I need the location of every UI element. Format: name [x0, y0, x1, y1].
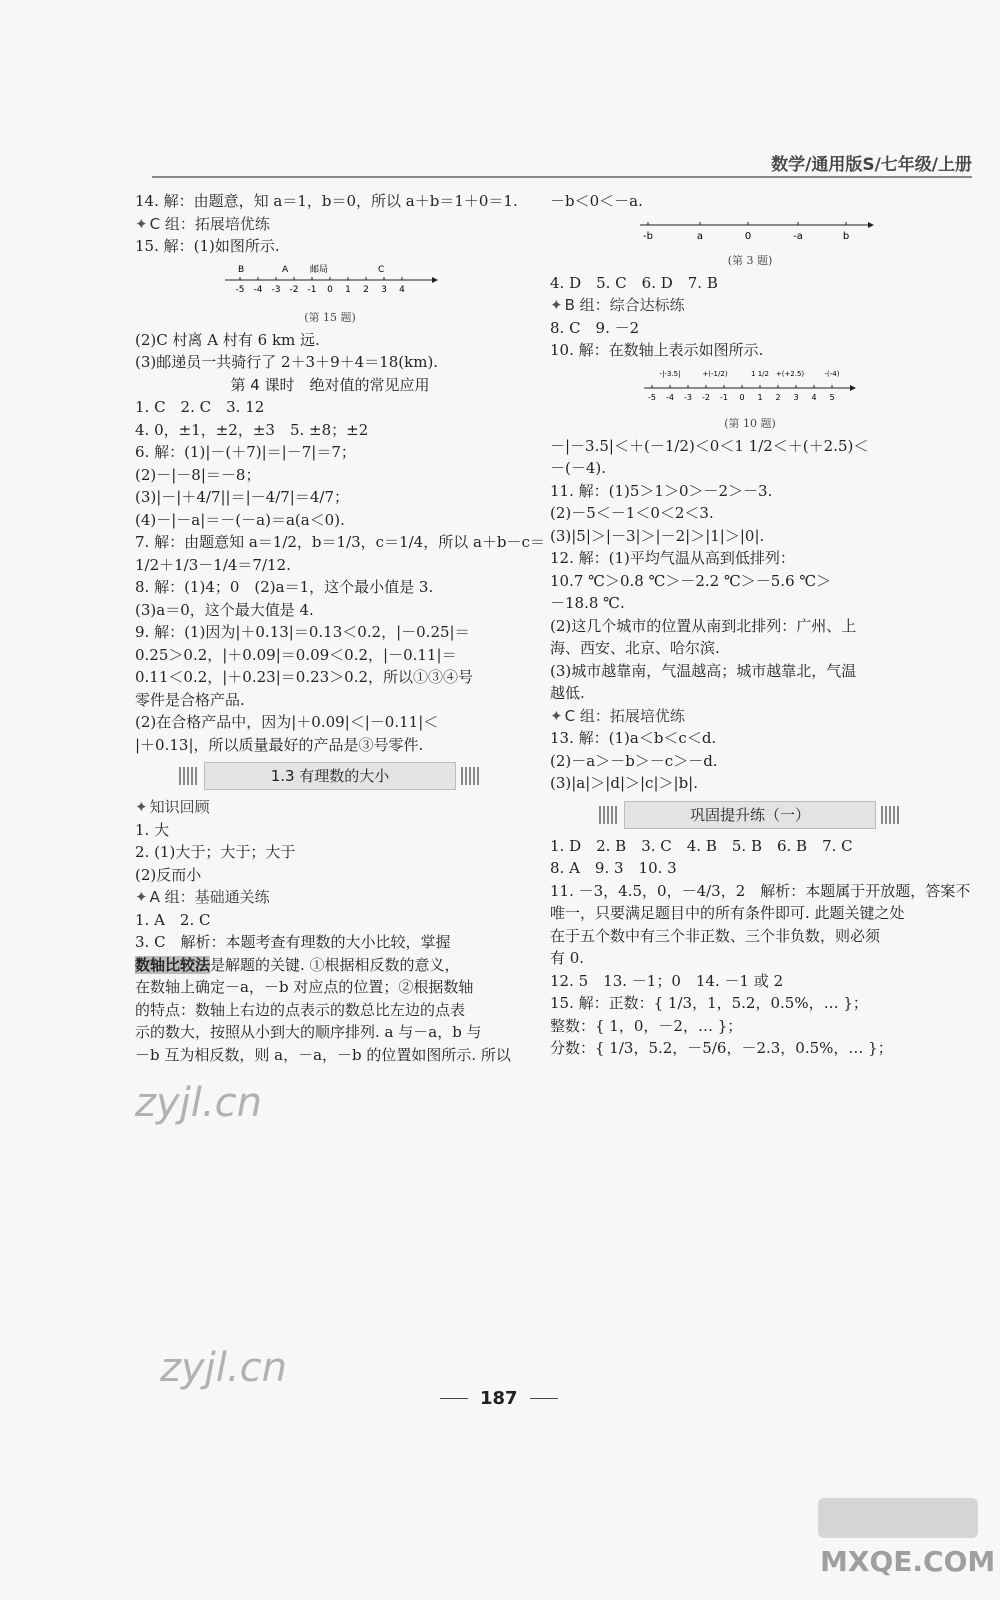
answer-line: 在于五个数中有三个非正数、三个非负数，则必须 — [550, 926, 881, 945]
answer-line: 4. D 5. C 6. D 7. B — [550, 273, 718, 292]
answer-line: 10.7 ℃＞0.8 ℃＞－2.2 ℃＞－5.6 ℃＞ — [550, 571, 832, 590]
label-B: B — [238, 264, 245, 275]
point-label: -(-4) — [824, 369, 840, 378]
answer-line: 8. 解：(1)4；0 (2)a＝1，这个最小值是 3. — [135, 578, 434, 596]
answer-line: 0.11＜0.2，|＋0.23|＝0.23＞0.2，所以①③④号 — [135, 668, 474, 686]
tick-label: -5 — [648, 392, 656, 402]
answer-line: －b＜0＜－a. — [550, 192, 643, 210]
tick-label: 0 — [327, 284, 333, 295]
tick-label: b — [842, 230, 850, 242]
diamond-icon: ✦ — [135, 214, 148, 233]
diamond-icon: ✦ — [550, 706, 563, 725]
answer-line: (2)C 村离 A 村有 6 km 远. — [135, 330, 320, 349]
answer-line: 7. 解：由题意知 a＝1/2，b＝1/3，c＝1/4，所以 a＋b－c＝ — [135, 533, 545, 551]
answer-line: 12. 5 13. －1；0 14. －1 或 2 — [550, 971, 784, 990]
number-line-10 — [640, 364, 860, 410]
answer-line: (2)在合格产品中，因为|＋0.09|＜|－0.11|＜ — [135, 713, 439, 731]
right-column — [550, 190, 971, 1060]
answer-line: 4. 0，±1，±2，±3 5. ±8；±2 — [135, 420, 369, 439]
left-column — [135, 190, 545, 1066]
answer-line: (2)－a＞－b＞－c＞－d. — [550, 751, 718, 770]
answer-line: |＋0.13|，所以质量最好的产品是③号零件. — [135, 735, 424, 754]
group-heading: ✦ B 组：综合达标练 — [550, 296, 685, 314]
answer-line: －(－4). — [550, 459, 607, 477]
page-number-dash — [440, 1398, 468, 1399]
figure-caption: (第 10 题) — [724, 417, 776, 430]
answer-line: (2)－|－8|＝－8； — [135, 465, 261, 484]
answer-line: (2)反而小 — [135, 865, 202, 884]
answer-line: (3)a＝0，这个最大值是 4. — [135, 600, 314, 619]
tick-label: 4 — [811, 392, 817, 402]
tick-label: 5 — [829, 392, 835, 402]
answer-line: 9. 解：(1)因为|＋0.13|＝0.13＜0.2，|－0.25|＝ — [135, 623, 470, 641]
page-header: 数学/通用版S/七年级/上册 — [771, 155, 972, 175]
tick-label: -2 — [702, 392, 710, 402]
diamond-icon: ✦ — [135, 888, 148, 906]
header-rule — [152, 176, 972, 178]
page-number: 187 — [480, 1388, 518, 1409]
answer-line: (3)城市越靠南，气温越高；城市越靠北，气温 — [550, 661, 857, 680]
tick-label: 0 — [744, 230, 752, 242]
answer-line: 8. C 9. －2 — [550, 318, 640, 337]
number-line-15 — [220, 260, 440, 304]
answer-line: 2. (1)大于；大于；大于 — [135, 843, 296, 861]
answer-line: 1. A 2. C — [135, 910, 211, 929]
answer-line: 13. 解：(1)a＜b＜c＜d. — [550, 729, 717, 747]
answer-line: 3. C 解析：本题考查有理数的大小比较，掌握 — [135, 933, 451, 951]
label-A: A — [282, 264, 289, 275]
answer-line: 零件是合格产品. — [135, 690, 245, 709]
answer-line: 12. 解：(1)平均气温从高到低排列： — [550, 549, 795, 567]
answer-line: －18.8 ℃. — [550, 594, 625, 612]
answer-line: 在数轴上确定－a，－b 对应点的位置；②根据数轴 — [135, 978, 474, 996]
watermark-badge — [818, 1498, 978, 1538]
label-C: C — [378, 264, 385, 275]
answer-line: 0.25＞0.2，|＋0.09|＝0.09＜0.2，|－0.11|＝ — [135, 645, 457, 664]
answer-line: －b 互为相反数，则 a，－a，－b 的位置如图所示. 所以 — [135, 1045, 511, 1064]
group-heading: ✦ C 组：拓展培优练 — [550, 706, 685, 725]
tick-label: 2 — [775, 392, 781, 402]
figure-3 — [550, 215, 950, 270]
answer-line: 1. D 2. B 3. C 4. B 5. B 6. B 7. C — [550, 836, 853, 855]
group-heading: ✦ C 组：拓展培优练 — [135, 214, 270, 233]
answer-line: 11. －3，4.5，0，－4/3，2 解析：本题属于开放题，答案不 — [550, 881, 971, 900]
answer-line: (3)邮递员一共骑行了 2＋3＋9＋4＝18(km). — [135, 353, 439, 371]
answer-line: 唯一，只要满足题目中的所有条件即可. 此题关键之处 — [550, 904, 905, 922]
answer-line: (2)－5＜－1＜0＜2＜3. — [550, 504, 714, 522]
tick-label: 3 — [381, 284, 387, 295]
answer-line: －|－3.5|＜＋(－1/2)＜0＜1 1/2＜＋(＋2.5)＜ — [550, 436, 869, 455]
answer-line: 整数：{ 1，0，－2，… }； — [550, 1016, 743, 1035]
answer-line: 有 0. — [550, 949, 585, 967]
tick-label: -5 — [235, 284, 245, 295]
answer-line: 14. 解：由题意，知 a＝1，b＝0，所以 a＋b＝1＋0＝1. — [135, 192, 518, 210]
answer-line: (4)－|－a|＝－(－a)＝a(a＜0). — [135, 510, 345, 529]
answer-line: 的特点：数轴上右边的点表示的数总比左边的点表 — [135, 1000, 466, 1019]
tick-label: -2 — [289, 284, 299, 295]
tick-label: 2 — [363, 284, 369, 295]
tick-label: -1 — [720, 392, 728, 402]
tick-label: 3 — [793, 392, 799, 402]
tick-label: -4 — [666, 392, 674, 402]
tick-label: 4 — [399, 284, 405, 295]
answer-line: 15. 解：(1)如图所示. — [135, 237, 280, 255]
watermark-zyjl: zyjl.cn — [135, 1080, 262, 1126]
group-heading: ✦ 知识回顾 — [135, 798, 210, 816]
answer-line: 10. 解：在数轴上表示如图所示. — [550, 341, 764, 359]
answer-line: 越低. — [550, 684, 585, 702]
section-title: 第 4 课时 绝对值的常见应用 — [230, 375, 430, 394]
answer-line: 1. 大 — [135, 820, 170, 839]
tick-label: -a — [793, 230, 803, 242]
answer-line: (2)这几个城市的位置从南到北排列：广州、上 — [550, 616, 857, 635]
tick-label: -1 — [307, 284, 317, 295]
tick-label: a — [696, 230, 704, 242]
tick-label: 0 — [739, 392, 745, 402]
figure-10 — [550, 364, 950, 433]
tick-label: -b — [643, 230, 653, 242]
tick-label: 1 — [757, 392, 763, 402]
tick-label: -4 — [253, 284, 263, 295]
section-banner: 1.3 有理数的大小 — [204, 762, 456, 790]
figure-15 — [135, 260, 525, 327]
watermark-zyjl: zyjl.cn — [160, 1345, 287, 1391]
figure-caption: (第 15 题) — [304, 311, 356, 324]
answer-line: 1. C 2. C 3. 12 — [135, 398, 265, 416]
number-line-3 — [620, 215, 880, 247]
label-post-office: 邮局 — [310, 264, 329, 275]
highlight-term: 数轴比较法 — [135, 955, 211, 974]
answer-line: (3)|a|＞|d|＞|c|＞|b|. — [550, 774, 698, 792]
answer-line: 11. 解：(1)5＞1＞0＞－2＞－3. — [550, 481, 773, 500]
answer-line: 1/2＋1/3－1/4＝7/12. — [135, 555, 291, 574]
tick-label: 1 — [345, 284, 351, 295]
answer-line: 示的数大，按照从小到大的顺序排列. a 与－a，b 与 — [135, 1023, 482, 1041]
tick-label: -3 — [684, 392, 692, 402]
watermark-mxqe: MXQE.COM — [820, 1545, 996, 1578]
tick-label: -3 — [271, 284, 281, 295]
section-banner: 巩固提升练（一） — [624, 801, 876, 829]
group-heading: ✦ A 组：基础通关练 — [135, 888, 270, 906]
point-label: -|-3.5| — [659, 369, 681, 378]
point-label: +(-1/2) — [702, 369, 728, 378]
answer-line: 8. A 9. 3 10. 3 — [550, 859, 677, 877]
answer-line: 15. 解：正数：{ 1/3，1，5.2，0.5%，… }； — [550, 994, 868, 1012]
answer-line: 海、西安、北京、哈尔滨. — [550, 639, 720, 657]
diamond-icon: ✦ — [550, 296, 563, 314]
answer-line: 数轴比较法是解题的关键. ①根据相反数的意义， — [135, 955, 460, 974]
answer-line: 6. 解：(1)|－(＋7)|＝|－7|＝7； — [135, 443, 356, 461]
point-label: 1 1/2 — [751, 369, 769, 378]
answer-line: 分数：{ 1/3，5.2，－5/6，－2.3，0.5%，… }； — [550, 1039, 893, 1057]
answer-line: (3)|5|＞|－3|＞|－2|＞|1|＞|0|. — [550, 526, 765, 545]
figure-caption: (第 3 题) — [727, 254, 773, 267]
page-number-dash — [530, 1398, 558, 1399]
diamond-icon: ✦ — [135, 798, 148, 816]
answer-line: (3)|－|＋4/7||＝|－4/7|＝4/7； — [135, 488, 349, 506]
point-label: +(+2.5) — [775, 369, 805, 378]
